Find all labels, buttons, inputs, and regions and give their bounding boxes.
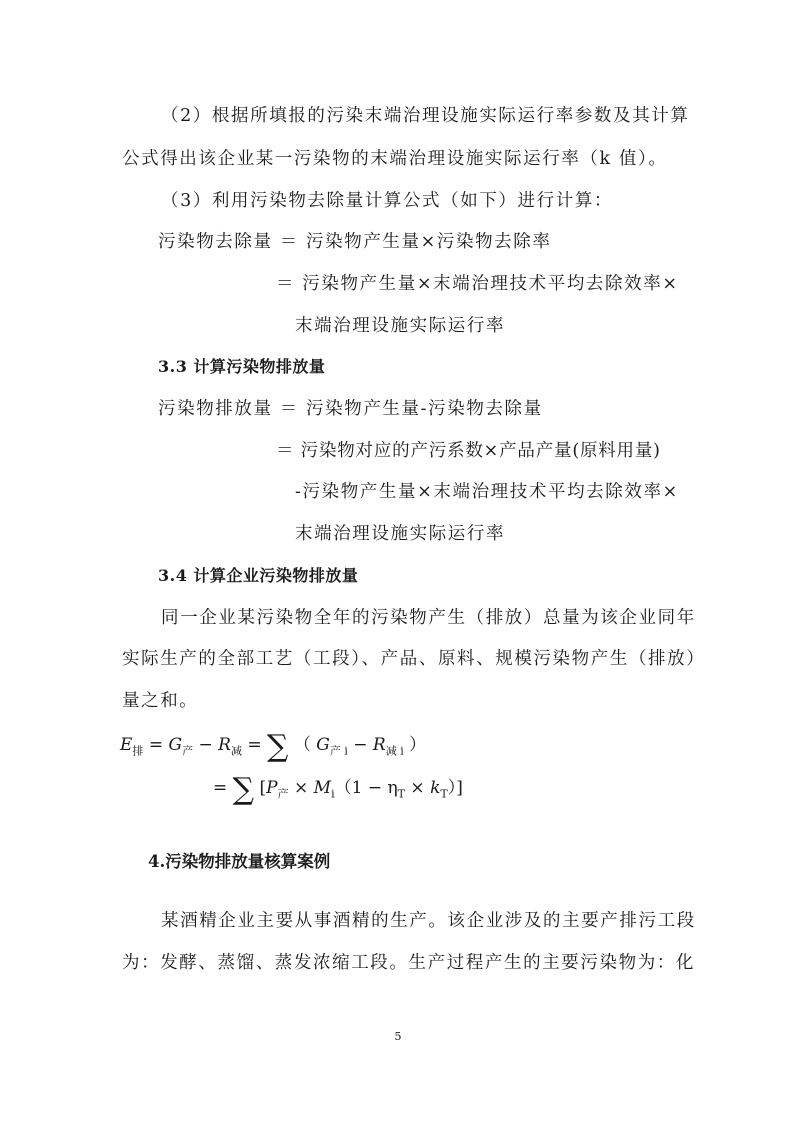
page-number: 5 [394,1030,402,1043]
paragraph-4-line-1: 同一企业某污染物全年的污染物产生（排放）总量为该企业同年 [161,608,696,628]
formula-removal-line-3: 末端治理设施实际运行率 [295,316,506,336]
sigma-symbol: ∑ [267,729,289,764]
sigma-symbol: ∑ [232,772,255,807]
formula-emission-line-3: -污染物产生量×末端治理技术平均去除效率× [295,482,679,502]
paragraph-5-line-1: 某酒精企业主要从事酒精的生产。该企业涉及的主要产排污工段 [161,911,696,931]
section-heading-4: 4.污染物排放量核算案例 [148,852,331,871]
paragraph-5-line-2: 为：发酵、蒸馏、蒸发浓缩工段。生产过程产生的主要污染物为：化 [122,953,695,973]
paragraph-4-line-3: 量之和。 [122,691,199,711]
formula-removal-line-1: 污染物去除量 ＝ 污染物产生量×污染物去除率 [158,232,552,252]
section-heading-3-4: 3.4 计算企业污染物排放量 [158,566,359,585]
paragraph-2-line-1: （2）根据所填报的污染末端治理设施实际运行率参数及其计算 [161,106,690,126]
equation-2: = ∑ $[P_产 \times M_i(1 - \eta_T \times k_T)]$ [213,772,463,807]
formula-emission-line-4: 末端治理设施实际运行率 [295,524,506,544]
formula-removal-line-2: ＝ 污染物产生量×末端治理技术平均去除效率× [276,274,679,294]
section-heading-3-3: 3.3 计算污染物排放量 [158,357,326,376]
formula-emission-line-2: ＝ 污染物对应的产污系数×产品产量(原料用量) [276,441,661,461]
equation-1: $E_排 = G_产 - R_减$ = ∑ （ $G_{产 i} - R_{减 i}$ ） [120,729,427,764]
paragraph-4-line-2: 实际生产的全部工艺（工段）、产品、原料、规模污染物产生（排放） [122,649,706,669]
paragraph-2-line-2: 公式得出该企业某一污染物的末端治理设施实际运行率（k 值）。 [122,149,668,169]
formula-emission-line-1: 污染物排放量 ＝ 污染物产生量-污染物去除量 [158,399,543,419]
paragraph-3: （3）利用污染物去除量计算公式（如下）进行计算： [161,191,614,211]
